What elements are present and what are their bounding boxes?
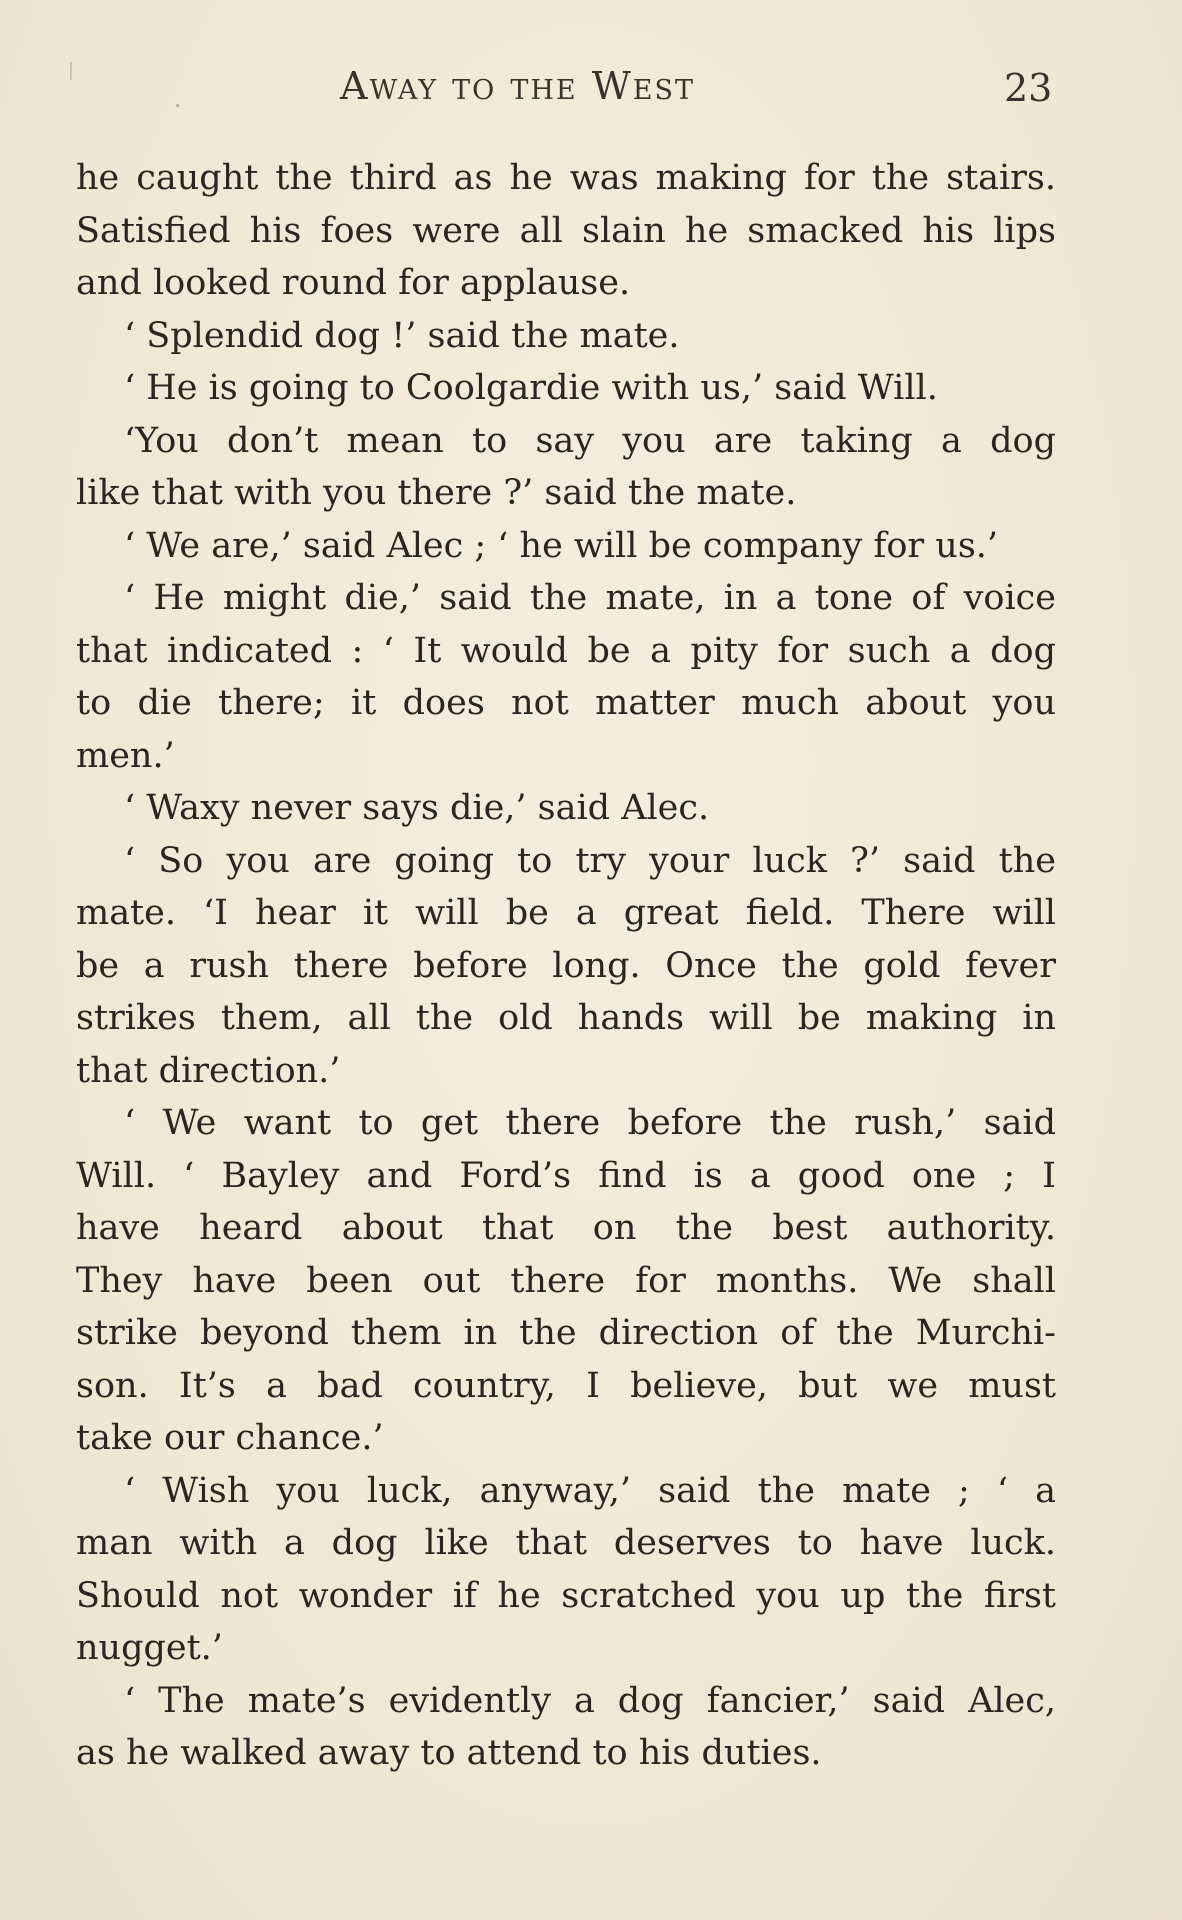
text-line: ‘ We are,’ said Alec ; ‘ he will be company for us.’ <box>124 525 999 566</box>
text-line: nugget.’ <box>76 1628 223 1668</box>
text-line: and looked round for applause. <box>76 263 631 303</box>
text-line: ‘ So you are going to try your luck ?’ said the <box>124 840 1056 881</box>
page-header <box>0 64 1182 124</box>
text-line: to die there; it does not matter much about you <box>76 683 1056 723</box>
page-number: 23 <box>1004 66 1053 110</box>
text-line: that direction.’ <box>76 1050 341 1091</box>
text-line: son. It’s a bad country, I believe, but we must <box>76 1365 1056 1406</box>
paper-fleck <box>176 104 179 107</box>
text-line: as he walked away to attend to his duties. <box>76 1733 822 1773</box>
text-line: strikes them, all the old hands will be making in <box>76 998 1056 1038</box>
text-line: They have been out there for months. We shall <box>76 1260 1056 1301</box>
text-line: be a rush there before long. Once the gold fever <box>76 945 1056 986</box>
paper-fleck <box>70 62 72 80</box>
text-line: ‘ He might die,’ said the mate, in a tone of voice <box>124 578 1056 618</box>
text-line: ‘ He is going to Coolgardie with us,’ said Will. <box>124 368 938 408</box>
text-line: ‘ Wish you luck, anyway,’ said the mate ; ‘ a <box>124 1470 1056 1511</box>
text-line: Satisfied his foes were all slain he smacked his lips <box>76 210 1056 251</box>
text-line: mate. ‘I hear it will be a great field. There will <box>76 893 1056 933</box>
text-line: Will. ‘ Bayley and Ford’s find is a good one ; I <box>76 1155 1056 1196</box>
text-line: that indicated : ‘ It would be a pity for such a dog <box>76 630 1056 671</box>
text-line: men.’ <box>76 735 175 776</box>
text-line: ‘ We want to get there before the rush,’ said <box>124 1103 1056 1143</box>
text-line: ‘ The mate’s evidently a dog fancier,’ said Alec, <box>124 1680 1056 1721</box>
text-line: man with a dog like that deserves to have luck. <box>76 1523 1056 1563</box>
text-line: ‘ Waxy never says die,’ said Alec. <box>124 788 710 828</box>
body-text <box>76 152 1056 1780</box>
running-title: Away to the West <box>340 64 695 108</box>
text-line: strike beyond them in the direction of the Murchi- <box>76 1313 1056 1353</box>
text-line: have heard about that on the best authority. <box>76 1208 1056 1248</box>
text-line: ‘You don’t mean to say you are taking a dog <box>124 420 1056 461</box>
text-line: take our chance.’ <box>76 1418 384 1458</box>
text-line: ‘ Splendid dog !’ said the mate. <box>124 315 680 356</box>
text-line: like that with you there ?’ said the mate. <box>76 473 797 513</box>
text-line: he caught the third as he was making for the stairs. <box>76 158 1056 198</box>
text-line: Should not wonder if he scratched you up the first <box>76 1575 1056 1616</box>
